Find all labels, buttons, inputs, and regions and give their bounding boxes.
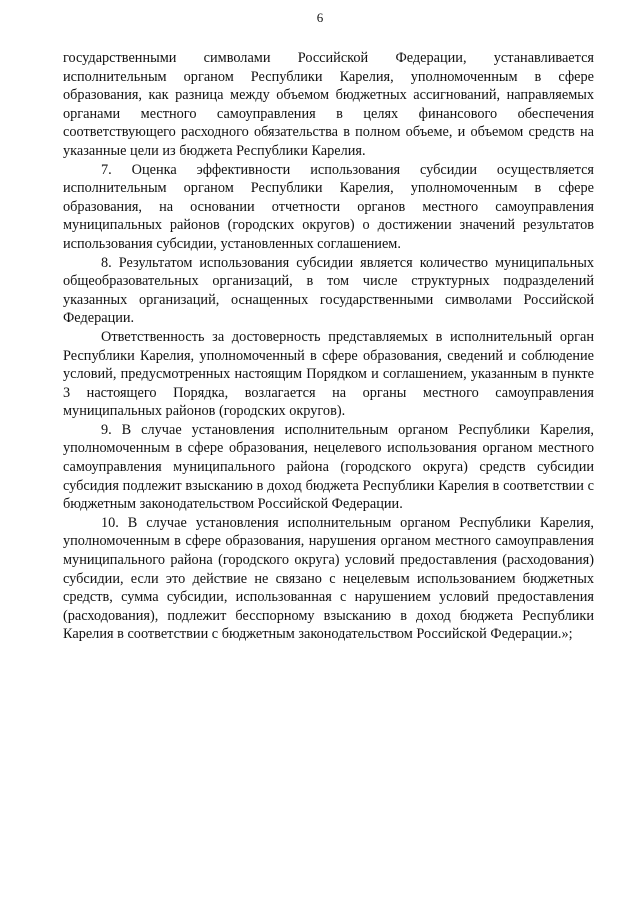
paragraph-item-8: 8. Результатом использования субсидии является количество муниципальных общеобразовательных организаций, в том числе структурных подразделений указанных организаций, оснащенных государственными символами Российской Федерации. <box>63 254 594 327</box>
paragraph-continuation: государственными символами Российской Федерации, устанавливается исполнительным органом Республики Карелия, уполномоченным в сфере образования, как разница между объемом бюджетных ассигнований, направляемых органами местного самоуправления в целях финансового обеспечения соответствующего расходного обязательства в полном объеме, и объемом средств на указанные цели из бюджета Республики Карелия. <box>63 50 594 159</box>
document-body <box>63 49 594 644</box>
paragraph-item-9: 9. В случае установления исполнительным органом Республики Карелия, уполномоченным в сфере образования, нецелевого использования органом местного самоуправления муниципального района (городского округа) средств субсидии субсидия подлежит взысканию в доход бюджета Республики Карелия в соответствии с бюджетным законодательством Российской Федерации. <box>63 421 594 513</box>
paragraph-responsibility: Ответственность за достоверность представляемых в исполнительный орган Республики Карелия, уполномоченный в сфере образования, сведений и соблюдение условий, предусмотренных настоящим Порядком и соглашением, указанным в пункте 3 настоящего Порядка, возлагается на органы местного самоуправления муниципальных районов (городских округов). <box>63 328 594 420</box>
page-number: 6 <box>316 10 324 25</box>
paragraph-item-7: 7. Оценка эффективности использования субсидии осуществляется исполнительным органом Республики Карелия, уполномоченным в сфере образования, на основании отчетности органов местного самоуправления муниципальных районов (городских округов) о достижении значений результатов использования субсидии, установленных соглашением. <box>63 161 594 252</box>
paragraph-item-10: 10. В случае установления исполнительным органом Республики Карелия, уполномоченным в сфере образования, нарушения органом местного самоуправления муниципального района (городского округа) условий предоставления (расходования) субсидии, если это действие не связано с нецелевым использованием бюджетных средств, сумма субсидии, использованная с нарушением условий предоставления (расходования), подлежит бесспорному взысканию в доход бюджета Республики Карелия в соответствии с бюджетным законодательством Российской Федерации.»; <box>63 514 594 643</box>
